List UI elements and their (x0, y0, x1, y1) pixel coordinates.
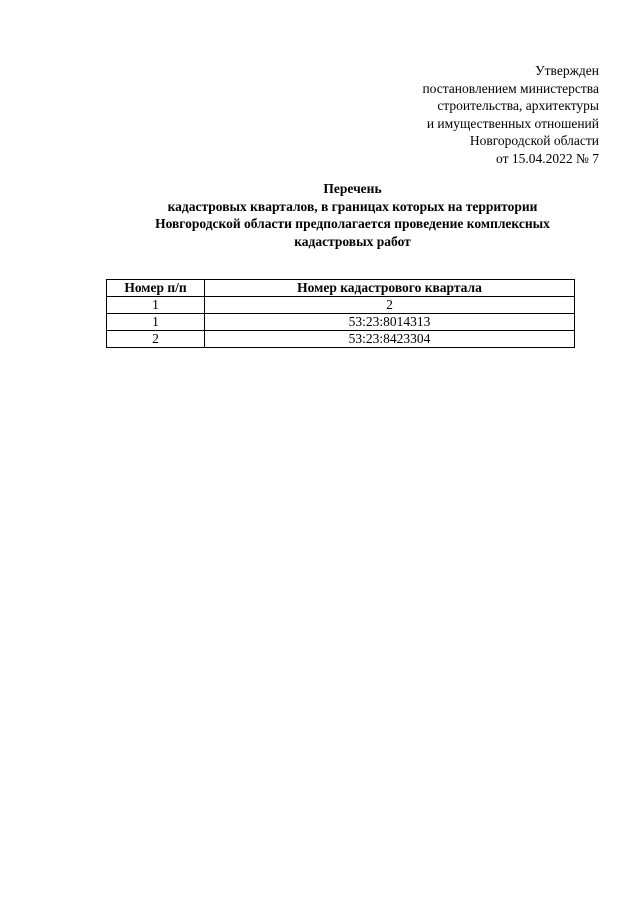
approval-line: Новгородской области (469, 133, 599, 149)
approval-line: строительства, архитектуры (437, 98, 599, 114)
table-cell: 53:23:8014313 (205, 314, 575, 331)
table-row (107, 331, 575, 348)
document-subtitle-line: кадастровых кварталов, в границах которых на территории (167, 198, 538, 214)
table-header-row (107, 280, 575, 297)
approval-block (339, 62, 599, 168)
document-subtitle-line: Новгородской области предполагается проведение комплексных (155, 216, 550, 232)
table-cell: 1 (107, 297, 205, 314)
table-cell: 53:23:8423304 (205, 331, 575, 348)
table-cell: 2 (205, 297, 575, 314)
table-row (107, 314, 575, 331)
approval-line: и имущественных отношений (426, 115, 599, 131)
table-row (107, 297, 575, 314)
cadastral-quarters-table (106, 279, 575, 348)
document-subtitle-line: кадастровых работ (294, 233, 411, 249)
approval-line: постановлением министерства (422, 80, 599, 96)
table-cell: 1 (107, 314, 205, 331)
approval-date-number: от 15.04.2022 № 7 (496, 150, 599, 166)
document-title: Перечень (323, 181, 382, 196)
column-header-cadastral-quarter: Номер кадастрового квартала (205, 280, 575, 297)
approval-line: Утвержден (535, 63, 599, 78)
document-heading (100, 180, 605, 250)
table-cell: 2 (107, 331, 205, 348)
column-header-number: Номер п/п (107, 280, 205, 297)
